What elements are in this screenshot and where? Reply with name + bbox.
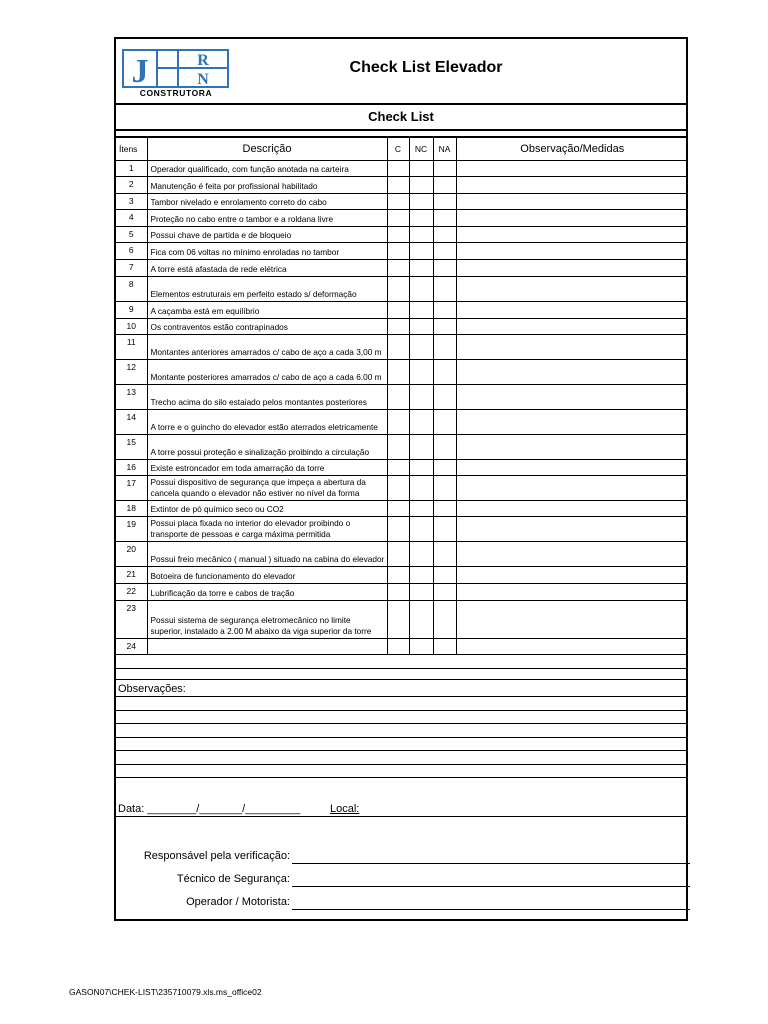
item-number: 7 [116,260,147,277]
item-description: Botoeira de funcionamento do elevador [147,567,387,584]
check-na-cell[interactable] [433,517,456,542]
item-number: 5 [116,227,147,243]
check-c-cell[interactable] [387,335,409,360]
check-na-cell[interactable] [433,584,456,601]
item-description: Montante posteriores amarrados c/ cabo de aço a cada 6.00 m [147,360,387,385]
table-row [116,243,688,260]
table-row [116,601,688,639]
item-number: 15 [116,435,147,460]
logo-letter-j: J [131,53,149,90]
item-number: 9 [116,302,147,319]
item-description: A torre possui proteção e sinalização proibindo a circulação [147,435,387,460]
table-row [116,177,688,194]
observation-cell[interactable] [456,460,688,476]
check-na-cell[interactable] [433,277,456,302]
check-na-cell[interactable] [433,210,456,227]
observation-cell[interactable] [456,277,688,302]
observation-line[interactable] [116,680,686,697]
check-na-cell[interactable] [433,501,456,517]
table-row [116,277,688,302]
local-field[interactable]: Local: [330,803,360,815]
observation-cell[interactable] [456,335,688,360]
item-number: 18 [116,501,147,517]
item-description: Os contraventos estão contrapinados [147,319,387,335]
check-na-cell[interactable] [433,601,456,639]
check-na-cell[interactable] [433,460,456,476]
column-header-c: C [387,138,409,161]
check-na-cell[interactable] [433,161,456,177]
table-row [116,210,688,227]
check-c-cell[interactable] [387,302,409,319]
logo-letter-r: R [197,52,209,69]
item-description: Montantes anteriores amarrados c/ cabo de aço a cada 3,00 m [147,335,387,360]
divider [116,816,686,817]
table-row [116,302,688,319]
item-number: 10 [116,319,147,335]
observation-cell[interactable] [456,517,688,542]
item-number: 23 [116,601,147,639]
check-c-cell[interactable] [387,210,409,227]
item-number: 12 [116,360,147,385]
check-nc-cell[interactable] [409,260,433,277]
check-na-cell[interactable] [433,194,456,210]
table-row [116,517,688,542]
item-number: 16 [116,460,147,476]
check-na-cell[interactable] [433,360,456,385]
observation-cell[interactable] [456,210,688,227]
item-description: Tambor nivelado e enrolamento correto do cabo [147,194,387,210]
check-c-cell[interactable] [387,177,409,194]
check-c-cell[interactable] [387,360,409,385]
observation-cell[interactable] [456,360,688,385]
check-nc-cell[interactable] [409,385,433,410]
observation-line[interactable] [116,738,686,751]
table-row [116,639,688,655]
check-c-cell[interactable] [387,319,409,335]
check-na-cell[interactable] [433,435,456,460]
check-c-cell[interactable] [387,501,409,517]
date-field[interactable]: Data: ________/_______/_________ [118,803,301,815]
item-number: 19 [116,517,147,542]
item-description: Possui sistema de segurança eletromecânico no limite superior, instalado a 2.00 M abaixo da viga superior da torre [147,601,387,639]
check-nc-cell[interactable] [409,639,433,655]
check-na-cell[interactable] [433,410,456,435]
check-nc-cell[interactable] [409,584,433,601]
check-nc-cell[interactable] [409,435,433,460]
observations-label: Observações: [118,683,186,695]
check-na-cell[interactable] [433,567,456,584]
check-c-cell[interactable] [387,542,409,567]
column-header-na: NA [433,138,456,161]
table-row [116,161,688,177]
observation-cell[interactable] [456,435,688,460]
check-nc-cell[interactable] [409,335,433,360]
check-c-cell[interactable] [387,435,409,460]
check-nc-cell[interactable] [409,177,433,194]
signature-line-operator[interactable] [292,909,690,910]
check-c-cell[interactable] [387,517,409,542]
column-header-observation: Observação/Medidas [456,138,688,161]
checklist-sheet [114,37,688,921]
file-path-footer: GASON07\CHEK-LIST\235710079.xls.ms_office02 [69,987,262,997]
check-c-cell[interactable] [387,410,409,435]
table-row [116,460,688,476]
item-description: A caçamba está em equilíbrio [147,302,387,319]
item-description: Extintor de pó químico seco ou CO2 [147,501,387,517]
item-number: 6 [116,243,147,260]
check-c-cell[interactable] [387,460,409,476]
observation-cell[interactable] [456,243,688,260]
item-number: 11 [116,335,147,360]
check-nc-cell[interactable] [409,360,433,385]
table-header-row [116,138,688,161]
signature-label-safety-technician: Técnico de Segurança: [176,873,290,885]
observation-line[interactable] [116,765,686,778]
observation-line[interactable] [116,711,686,724]
check-nc-cell[interactable] [409,277,433,302]
check-nc-cell[interactable] [409,243,433,260]
check-nc-cell[interactable] [409,227,433,243]
check-c-cell[interactable] [387,476,409,501]
observation-cell[interactable] [456,639,688,655]
header [116,39,686,105]
check-c-cell[interactable] [387,194,409,210]
check-na-cell[interactable] [433,476,456,501]
table-row [116,194,688,210]
observation-cell[interactable] [456,177,688,194]
observation-cell[interactable] [456,567,688,584]
observation-cell[interactable] [456,302,688,319]
item-number: 3 [116,194,147,210]
item-number: 13 [116,385,147,410]
check-nc-cell[interactable] [409,302,433,319]
check-c-cell[interactable] [387,601,409,639]
item-description: Manutenção é feita por profissional habilitado [147,177,387,194]
item-number: 8 [116,277,147,302]
check-c-cell[interactable] [387,243,409,260]
check-na-cell[interactable] [433,260,456,277]
observation-cell[interactable] [456,410,688,435]
observation-cell[interactable] [456,476,688,501]
observation-cell[interactable] [456,194,688,210]
check-nc-cell[interactable] [409,410,433,435]
table-row [116,476,688,501]
check-c-cell[interactable] [387,260,409,277]
signature-line-responsible[interactable] [292,863,690,864]
observation-cell[interactable] [456,161,688,177]
check-nc-cell[interactable] [409,210,433,227]
observation-cell[interactable] [456,319,688,335]
item-description: Lubrificação da torre e cabos de tração [147,584,387,601]
table-row [116,584,688,601]
check-c-cell[interactable] [387,584,409,601]
check-na-cell[interactable] [433,177,456,194]
table-row [116,410,688,435]
table-row [116,335,688,360]
item-description: A torre está afastada de rede elétrica [147,260,387,277]
observation-line[interactable] [116,697,686,711]
item-description: Possui freio mecânico ( manual ) situado na cabina do elevador [147,542,387,567]
item-description: Trecho acima do silo estaiado pelos montantes posteriores [147,385,387,410]
check-na-cell[interactable] [433,227,456,243]
item-description: Operador qualificado, com função anotada na carteira [147,161,387,177]
signature-label-responsible: Responsável pela verificação: [143,850,290,862]
column-header-description: Descrição [147,138,387,161]
table-row [116,360,688,385]
column-header-item: Ítens [116,138,147,161]
page-title: Check List Elevador [349,59,503,76]
item-description: Possui placa fixada no interior do elevador proibindo o transporte de pessoas e carga máxima permitida [147,517,387,542]
blank-row [116,665,686,680]
item-description: Possui chave de partida e de bloqueio [147,227,387,243]
table-row [116,501,688,517]
section-title: Check List [116,105,686,131]
item-number: 24 [116,639,147,655]
observation-cell[interactable] [456,501,688,517]
check-c-cell[interactable] [387,161,409,177]
observation-line[interactable] [116,751,686,765]
table-row [116,227,688,243]
check-nc-cell[interactable] [409,567,433,584]
check-nc-cell[interactable] [409,194,433,210]
check-c-cell[interactable] [387,277,409,302]
table-row [116,567,688,584]
observation-cell[interactable] [456,385,688,410]
table-row [116,260,688,277]
check-c-cell[interactable] [387,385,409,410]
check-na-cell[interactable] [433,385,456,410]
observation-line[interactable] [116,724,686,738]
item-description: Existe estroncador em toda amarração da torre [147,460,387,476]
check-nc-cell[interactable] [409,542,433,567]
check-na-cell[interactable] [433,243,456,260]
table-row [116,385,688,410]
check-c-cell[interactable] [387,227,409,243]
check-na-cell[interactable] [433,302,456,319]
observation-cell[interactable] [456,584,688,601]
check-c-cell[interactable] [387,567,409,584]
logo-letter-n: N [197,71,209,88]
check-nc-cell[interactable] [409,501,433,517]
signature-line-safety-technician[interactable] [292,886,690,887]
check-na-cell[interactable] [433,335,456,360]
item-description: A torre e o guincho do elevador estão aterrados eletricamente [147,410,387,435]
observation-cell[interactable] [456,227,688,243]
check-nc-cell[interactable] [409,601,433,639]
check-nc-cell[interactable] [409,460,433,476]
check-na-cell[interactable] [433,542,456,567]
table-row [116,542,688,567]
item-number: 1 [116,161,147,177]
check-nc-cell[interactable] [409,517,433,542]
check-na-cell[interactable] [433,319,456,335]
item-number: 17 [116,476,147,501]
column-header-nc: NC [409,138,433,161]
observation-cell[interactable] [456,601,688,639]
item-number: 2 [116,177,147,194]
item-description: Fica com 06 voltas no mínimo enroladas no tambor [147,243,387,260]
check-nc-cell[interactable] [409,476,433,501]
item-description: Proteção no cabo entre o tambor e a roldana livre [147,210,387,227]
item-description [147,639,387,655]
check-c-cell[interactable] [387,639,409,655]
table-row [116,435,688,460]
item-number: 20 [116,542,147,567]
item-number: 22 [116,584,147,601]
item-number: 4 [116,210,147,227]
check-nc-cell[interactable] [409,161,433,177]
checklist-table [116,137,688,669]
item-number: 21 [116,567,147,584]
check-na-cell[interactable] [433,639,456,655]
item-number: 14 [116,410,147,435]
item-description: Possui dispositivo de segurança que impeça a abertura da cancela quando o elevador não estiver no nível da forma [147,476,387,501]
signature-label-operator: Operador / Motorista: [186,896,290,908]
observation-cell[interactable] [456,542,688,567]
observation-cell[interactable] [456,260,688,277]
table-row [116,319,688,335]
item-description: Elementos estruturais em perfeito estado s/ deformação [147,277,387,302]
logo-caption: CONSTRUTORA [139,88,213,97]
check-nc-cell[interactable] [409,319,433,335]
